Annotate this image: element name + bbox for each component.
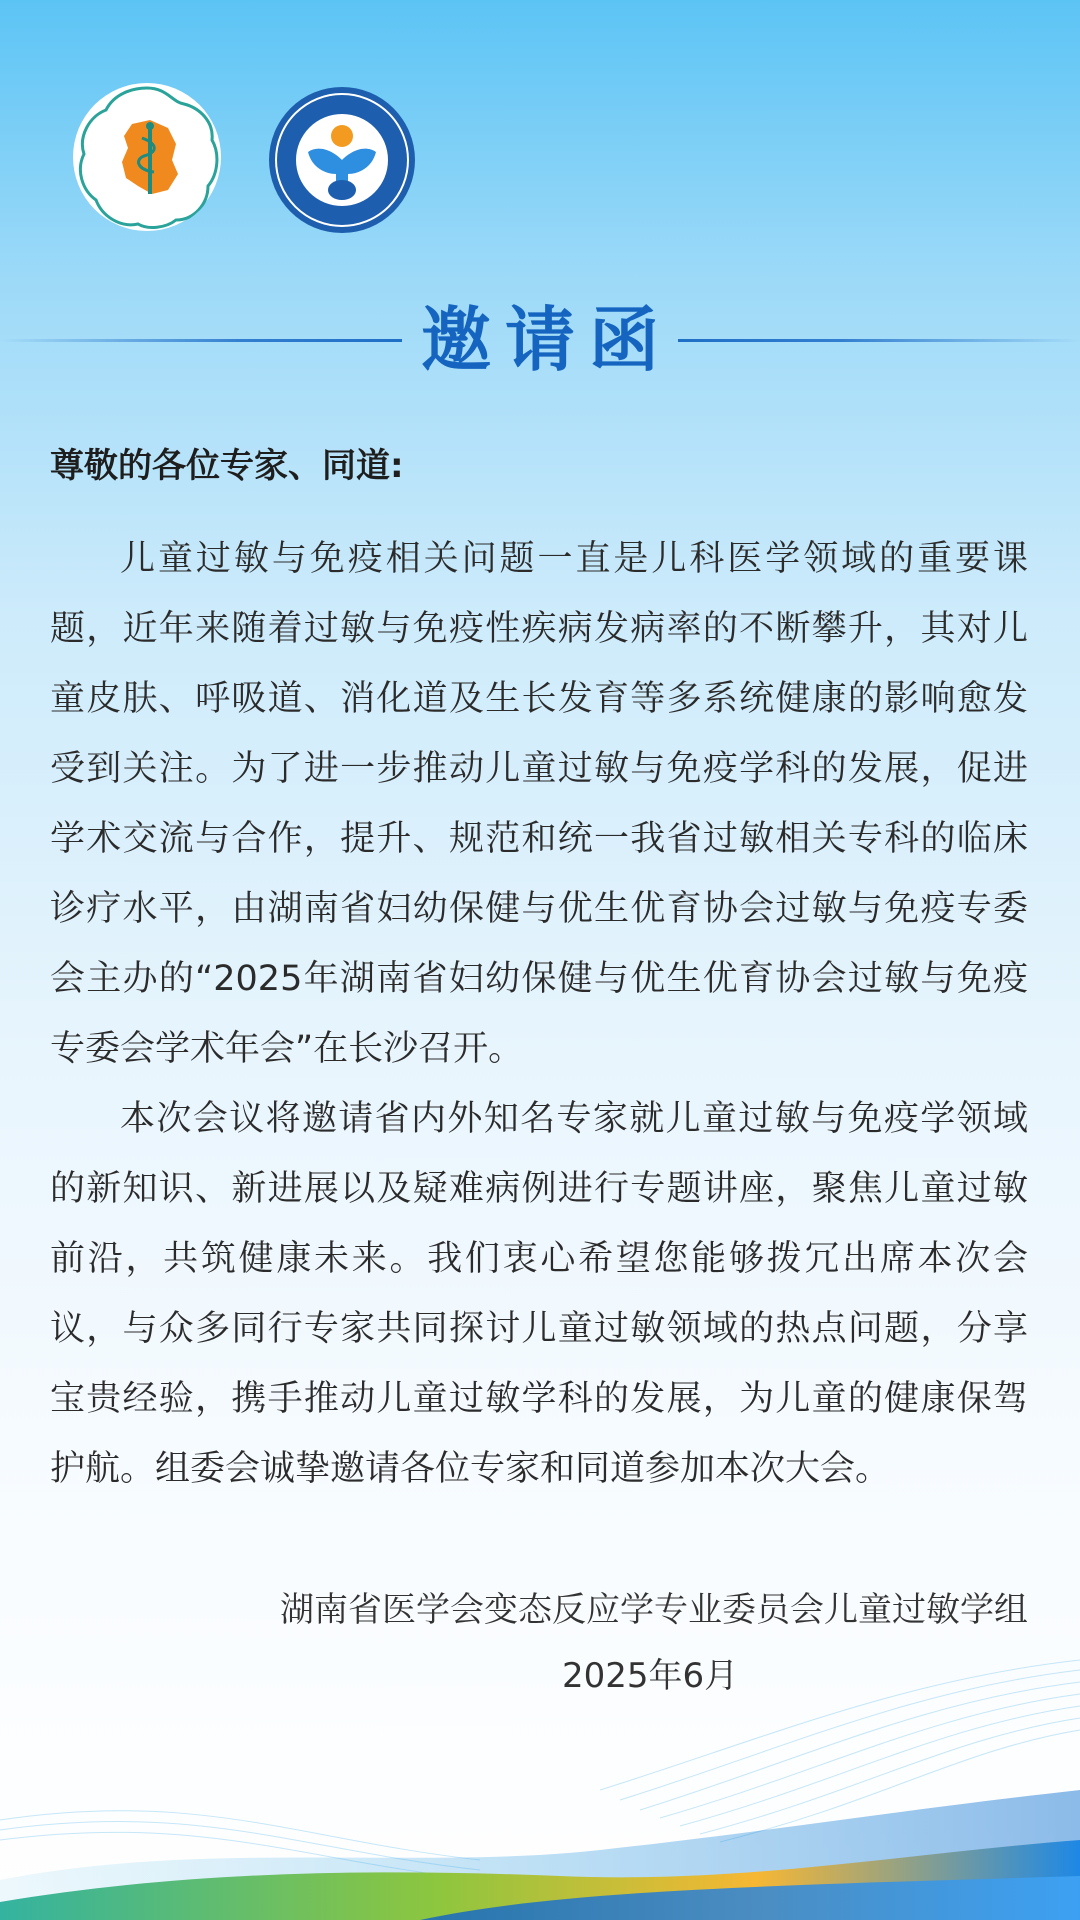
signature-date: 2025年6月 [562,1656,739,1696]
hunan-childrens-hospital-logo [268,86,416,234]
salutation: 尊敬的各位专家、同道: [50,446,404,486]
title-divider-right [678,339,1080,342]
signature-organization: 湖南省医学会变态反应学专业委员会儿童过敏学组 [280,1590,1028,1630]
body-paragraph-2: 本次会议将邀请省内外知名专家就儿童过敏与免疫学领域的新知识、新进展以及疑难病例进行专题讲座，聚焦儿童过敏前沿，共筑健康未来。我们衷心希望您能够拨冗出席本次会议，与众多同行专家共同探讨儿童过敏领域的热点问题，分享宝贵经验，携手推动儿童过敏学科的发展，为儿童的健康保驾护航。组委会诚挚邀请各位专家和同道参加本次大会。 [50,1099,1028,1489]
title-row [0,300,1080,380]
decorative-waves [0,1640,1080,1920]
body-paragraph-1: 儿童过敏与免疫相关问题一直是儿科医学领域的重要课题，近年来随着过敏与免疫性疾病发病率的不断攀升，其对儿童皮肤、呼吸道、消化道及生长发育等多系统健康的影响愈发受到关注。为了进一步推动儿童过敏与免疫学科的发展，促进学术交流与合作，提升、规范和统一我省过敏相关专科的临床诊疗水平，由湖南省妇幼保健与优生优育协会过敏与免疫专委会主办的“2025年湖南省妇幼保健与优生优育协会过敏与免疫专委会学术年会”在长沙召开。 [50,539,1028,1069]
title-divider-left [0,339,402,342]
invitation-body [50,524,1028,1504]
page-title: 邀请函 [421,299,673,381]
hunan-medical-association-logo [72,82,222,232]
